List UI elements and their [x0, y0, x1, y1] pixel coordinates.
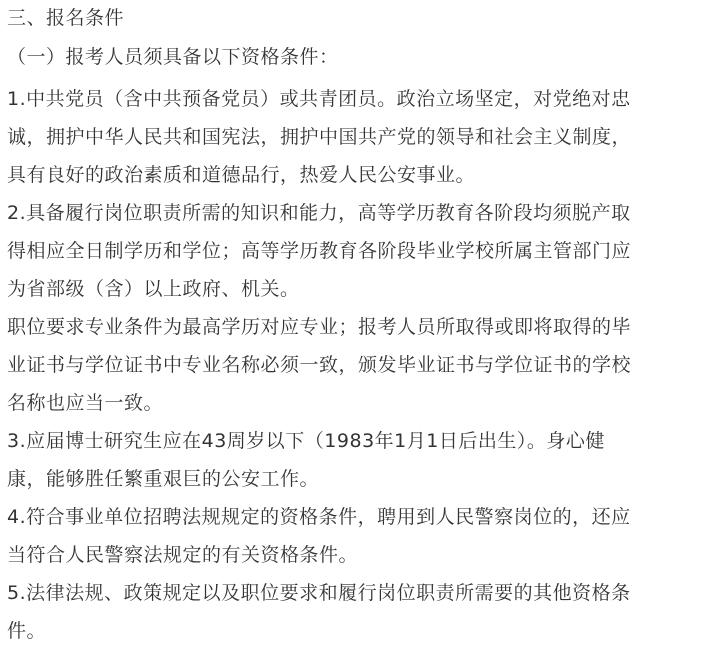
paragraph-line: 当符合人民警察法规定的有关资格条件。 [7, 544, 359, 566]
paragraph-line: 职位要求专业条件为最高学历对应专业；报考人员所取得或即将取得的毕 [7, 316, 632, 338]
paragraph-line: 4.符合事业单位招聘法规规定的资格条件，聘用到人民警察岗位的，还应 [7, 506, 631, 528]
section-title: 三、报名条件 [7, 7, 125, 29]
paragraph-line: 得相应全日制学历和学位；高等学历教育各阶段毕业学校所属主管部门应 [7, 240, 632, 262]
paragraph-line: 名称也应当一致。 [7, 392, 164, 414]
paragraph-line: 业证书与学位证书中专业名称必须一致，颁发毕业证书与学位证书的学校 [7, 354, 632, 376]
paragraph-line: 康，能够胜任繁重艰巨的公安工作。 [7, 468, 320, 490]
paragraph-line: 具有良好的政治素质和道德品行，热爱人民公安事业。 [7, 164, 476, 186]
paragraph-line: 5.法律法规、政策规定以及职位要求和履行岗位职责所需要的其他资格条 [7, 582, 631, 604]
paragraph-line: 2.具备履行岗位职责所需的知识和能力，高等学历教育各阶段均须脱产取 [7, 202, 631, 224]
paragraph-line: 件。 [7, 620, 47, 642]
paragraph-line: 3.应届博士研究生应在43周岁以下（1983年1月1日后出生）。身心健 [7, 430, 605, 452]
paragraph-line: 1.中共党员（含中共预备党员）或共青团员。政治立场坚定，对党绝对忠 [7, 88, 631, 110]
section-subtitle: （一）报考人员须具备以下资格条件： [7, 46, 339, 68]
paragraph-line: 诚，拥护中华人民共和国宪法，拥护中国共产党的领导和社会主义制度， [7, 126, 632, 148]
paragraph-line: 为省部级（含）以上政府、机关。 [7, 278, 300, 300]
